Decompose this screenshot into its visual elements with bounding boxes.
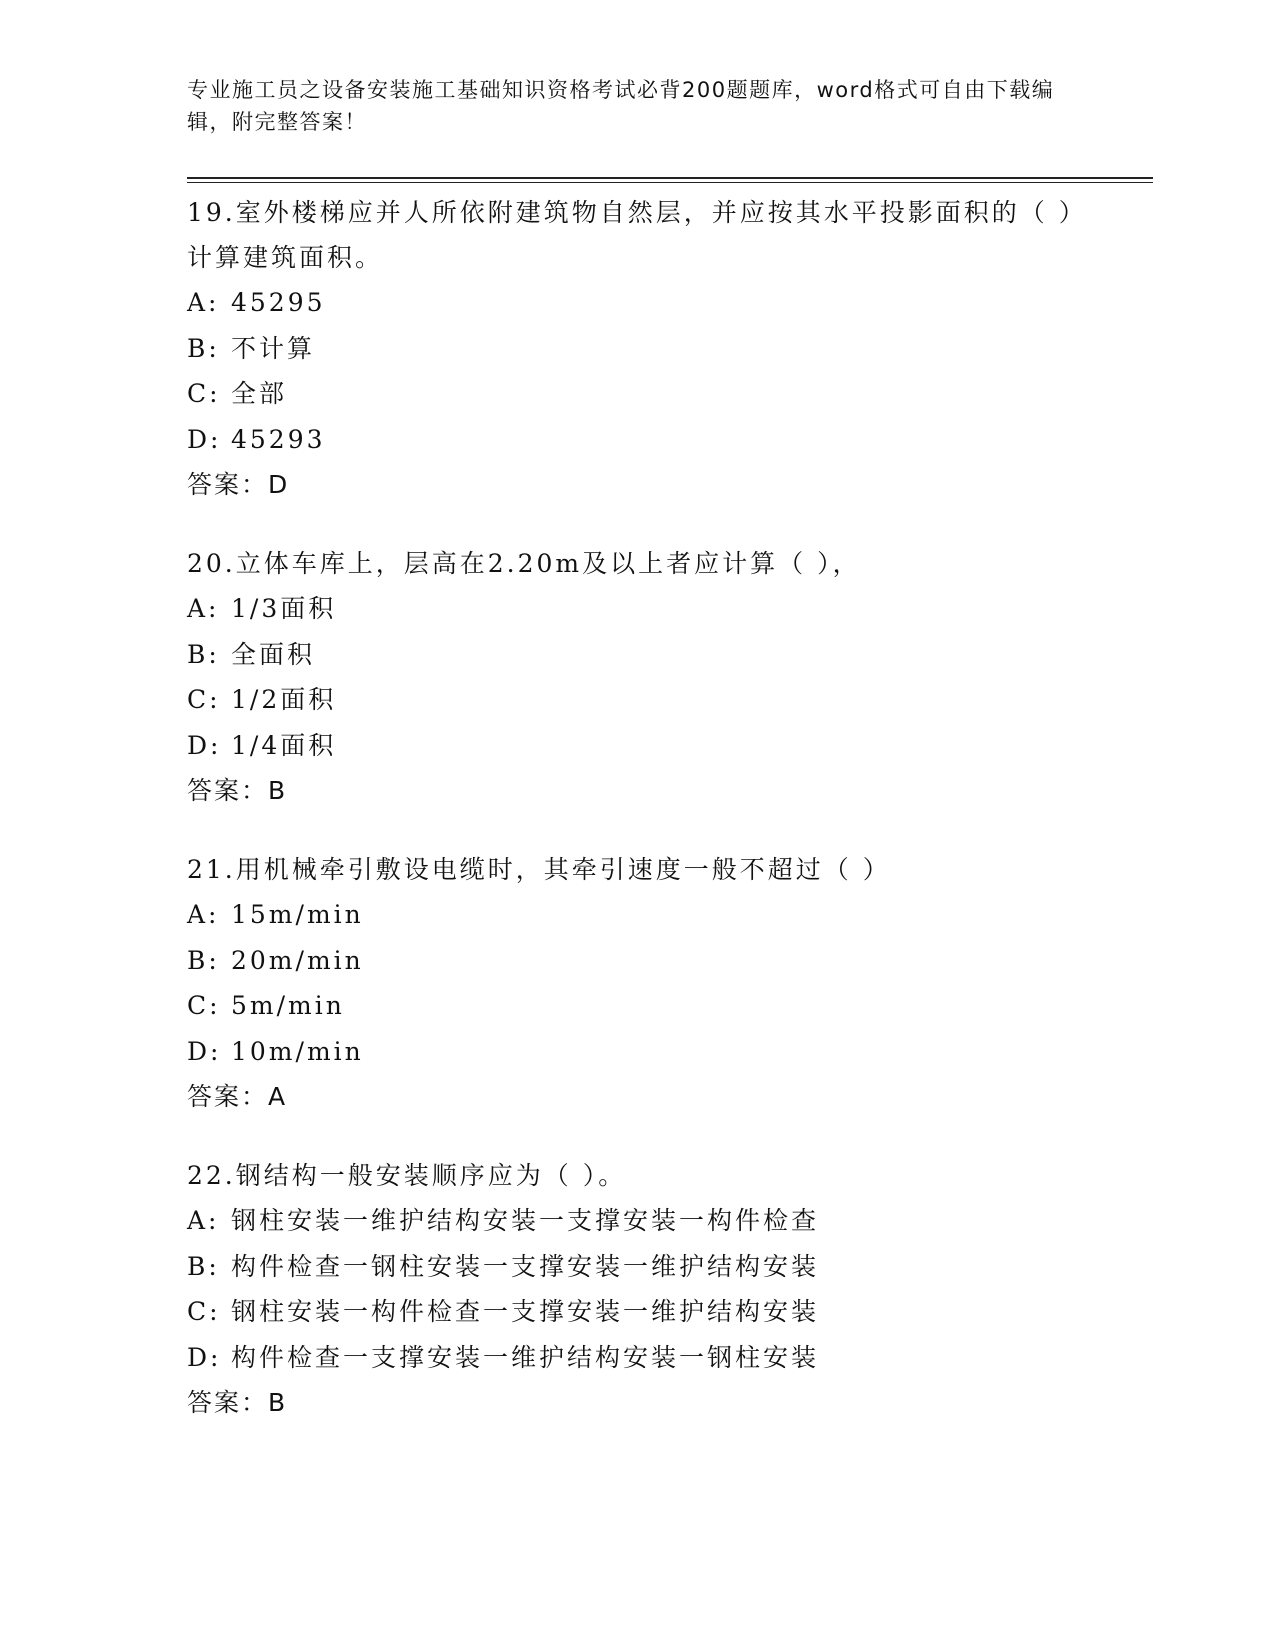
option-letter: C: xyxy=(187,685,221,714)
option-letter: C: xyxy=(187,991,221,1020)
option-b xyxy=(187,938,1147,984)
question-22 xyxy=(187,1153,1147,1425)
option-text: 全部 xyxy=(231,379,288,408)
question-19 xyxy=(187,190,1147,507)
option-letter: C: xyxy=(187,1297,221,1326)
question-text: 22.钢结构一般安装顺序应为（ ）。 xyxy=(187,1161,627,1190)
option-text: 1/2面积 xyxy=(231,685,337,714)
answer-line: 答案：B xyxy=(187,776,288,805)
option-text: 1/4面积 xyxy=(231,730,337,760)
option-text: 钢柱安装一维护结构安装一支撑安装一构件检查 xyxy=(231,1206,820,1235)
option-letter: A: xyxy=(187,900,220,929)
option-text: 1/3面积 xyxy=(231,594,337,623)
option-text: 构件检查一支撑安装一维护结构安装一钢柱安装 xyxy=(231,1342,820,1372)
option-text: 45293 xyxy=(231,424,326,454)
option-b xyxy=(187,326,1147,372)
option-letter: B: xyxy=(187,333,220,363)
option-text: 不计算 xyxy=(231,333,316,363)
document-header: 专业施工员之设备安装施工基础知识资格考试必背200题题库，word格式可自由下载编辑，附完整答案！ xyxy=(187,78,1055,134)
option-text: 45295 xyxy=(231,288,326,317)
question-text: 21.用机械牵引敷设电缆时，其牵引速度一般不超过（ ） xyxy=(187,855,891,884)
option-text: 10m/min xyxy=(231,1036,364,1066)
header-divider-thick xyxy=(187,177,1153,179)
option-d xyxy=(187,417,1147,463)
option-c xyxy=(187,983,1147,1029)
option-d xyxy=(187,1335,1147,1381)
option-letter: B: xyxy=(187,945,220,975)
question-text: 19.室外楼梯应并人所依附建筑物自然层，并应按其水平投影面积的（ ）计算建筑面积。 xyxy=(187,198,1087,272)
option-a xyxy=(187,892,1147,938)
question-text: 20.立体车库上，层高在2.20m及以上者应计算（ ）， xyxy=(187,549,861,578)
option-b xyxy=(187,632,1147,678)
option-letter: D: xyxy=(187,424,222,454)
option-a xyxy=(187,1198,1147,1244)
question-list xyxy=(187,190,1147,1459)
option-letter: A: xyxy=(187,288,220,317)
option-letter: D: xyxy=(187,730,222,760)
option-letter: D: xyxy=(187,1342,222,1372)
answer-line: 答案：D xyxy=(187,470,290,499)
option-letter: A: xyxy=(187,594,220,623)
question-20 xyxy=(187,541,1147,813)
option-a xyxy=(187,280,1147,326)
option-d xyxy=(187,1029,1147,1075)
option-c xyxy=(187,1289,1147,1335)
option-text: 20m/min xyxy=(231,945,364,975)
header-divider-thin xyxy=(187,182,1153,183)
option-a xyxy=(187,586,1147,632)
option-letter: C: xyxy=(187,379,221,408)
option-letter: B: xyxy=(187,639,220,669)
option-text: 全面积 xyxy=(231,639,316,669)
option-b xyxy=(187,1244,1147,1290)
option-text: 15m/min xyxy=(231,900,364,929)
answer-line: 答案：A xyxy=(187,1082,288,1111)
option-letter: B: xyxy=(187,1251,220,1281)
option-d xyxy=(187,723,1147,769)
option-letter: D: xyxy=(187,1036,222,1066)
option-text: 构件检查一钢柱安装一支撑安装一维护结构安装 xyxy=(231,1251,820,1281)
answer-line: 答案：B xyxy=(187,1388,288,1417)
option-text: 钢柱安装一构件检查一支撑安装一维护结构安装 xyxy=(231,1297,820,1326)
question-21 xyxy=(187,847,1147,1119)
option-c xyxy=(187,677,1147,723)
option-c xyxy=(187,371,1147,417)
option-text: 5m/min xyxy=(231,991,345,1020)
option-letter: A: xyxy=(187,1206,220,1235)
